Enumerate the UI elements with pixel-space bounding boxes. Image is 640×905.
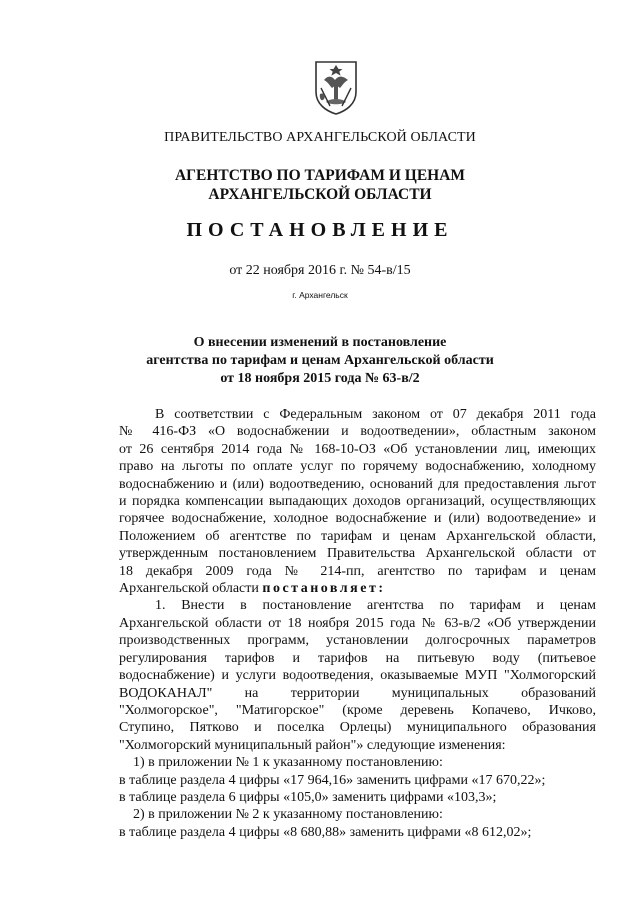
body-line: Архангельской области от 18 ноября 2015 года № 63-в/2 «Об утверждении: [119, 615, 596, 631]
body-line-decree: [119, 580, 596, 597]
body-line: регулирования тарифов и тарифов на питьевую воду (питьевое: [119, 650, 596, 666]
body-line: "Холмогорский муниципальный район"» следующие изменения:: [119, 737, 506, 753]
subject-line1: О внесении изменений в постановление: [193, 335, 447, 350]
decree-keyword: постановляет:: [262, 581, 386, 597]
document-type: ПОСТАНОВЛЕНИЕ: [186, 219, 454, 241]
body-line: Положением об агентстве по тарифам и ценам Архангельской области,: [119, 528, 596, 544]
body-line: производственных программ, установлении долгосрочных параметров: [119, 633, 596, 649]
document-city: г. Архангельск: [292, 290, 348, 300]
amendment-item: в таблице раздела 4 цифры «17 964,16» заменить цифрами «17 670,22»;: [119, 772, 546, 788]
body-line: Ступино, Пятково и поселка Орлецы) муниципального образования: [119, 720, 596, 736]
body-line: № 416-ФЗ «О водоснабжении и водоотведении», областным законом: [119, 424, 596, 440]
decree-prefix: Архангельской области: [119, 581, 259, 597]
amendment-item: в таблице раздела 4 цифры «8 680,88» заменить цифрами «8 612,02»;: [119, 824, 532, 840]
body-line: утвержденным постановлением Правительства Архангельской области от: [119, 546, 596, 562]
subject-line3: от 18 ноября 2015 года № 63-в/2: [220, 371, 420, 386]
body-line: водоснабжение) и услуги водоотведения, оказываемые МУП "Холмогорский: [119, 668, 596, 684]
amendment-item: 1) в приложении № 1 к указанному постановлению:: [133, 755, 443, 771]
body-line: 18 декабря 2009 года № 214-пп, агентство по тарифам и ценам: [119, 563, 596, 579]
agency-name: [0, 166, 640, 204]
document-subject: [0, 334, 640, 388]
agency-name-line1: АГЕНТСТВО ПО ТАРИФАМ И ЦЕНАМ: [174, 167, 466, 184]
body-line: В соответствии с Федеральным законом от 07 декабря 2011 года: [155, 407, 596, 422]
body-line: водоснабжению и (или) водоотведению, оснований для предоставления льгот: [119, 476, 596, 492]
body-line: от 26 сентября 2014 года № 168-10-ОЗ «Об установлении лиц, имеющих: [119, 441, 596, 457]
document-date-number: от 22 ноября 2016 г. № 54-в/15: [229, 263, 411, 278]
body-line: "Холмогорское", "Матигорское" (кроме деревень Копачево, Ичково,: [119, 702, 596, 718]
document-body: [119, 406, 596, 841]
body-line: горячее водоснабжение, холодное водоснабжение и (или) водоотведение» и: [119, 511, 596, 527]
government-name: ПРАВИТЕЛЬСТВО АРХАНГЕЛЬСКОЙ ОБЛАСТИ: [164, 130, 476, 145]
amendment-item: 2) в приложении № 2 к указанному постановлению:: [133, 807, 443, 823]
body-line: ВОДОКАНАЛ" на территории муниципальных образований: [119, 685, 596, 701]
amendment-item: в таблице раздела 6 цифры «105,0» заменить цифрами «103,3»;: [119, 789, 497, 805]
coat-of-arms-emblem: [312, 58, 360, 116]
body-line: право на льготы по оплате услуг по горячему водоснабжению, холодному: [119, 459, 596, 475]
agency-name-line2: АРХАНГЕЛЬСКОЙ ОБЛАСТИ: [208, 186, 432, 203]
body-line: и порядка компенсации выпадающих доходов организаций, осуществляющих: [119, 494, 596, 510]
body-line: 1. Внести в постановление агентства по тарифам и ценам: [155, 598, 596, 614]
subject-line2: агентства по тарифам и ценам Архангельской области: [146, 353, 494, 368]
